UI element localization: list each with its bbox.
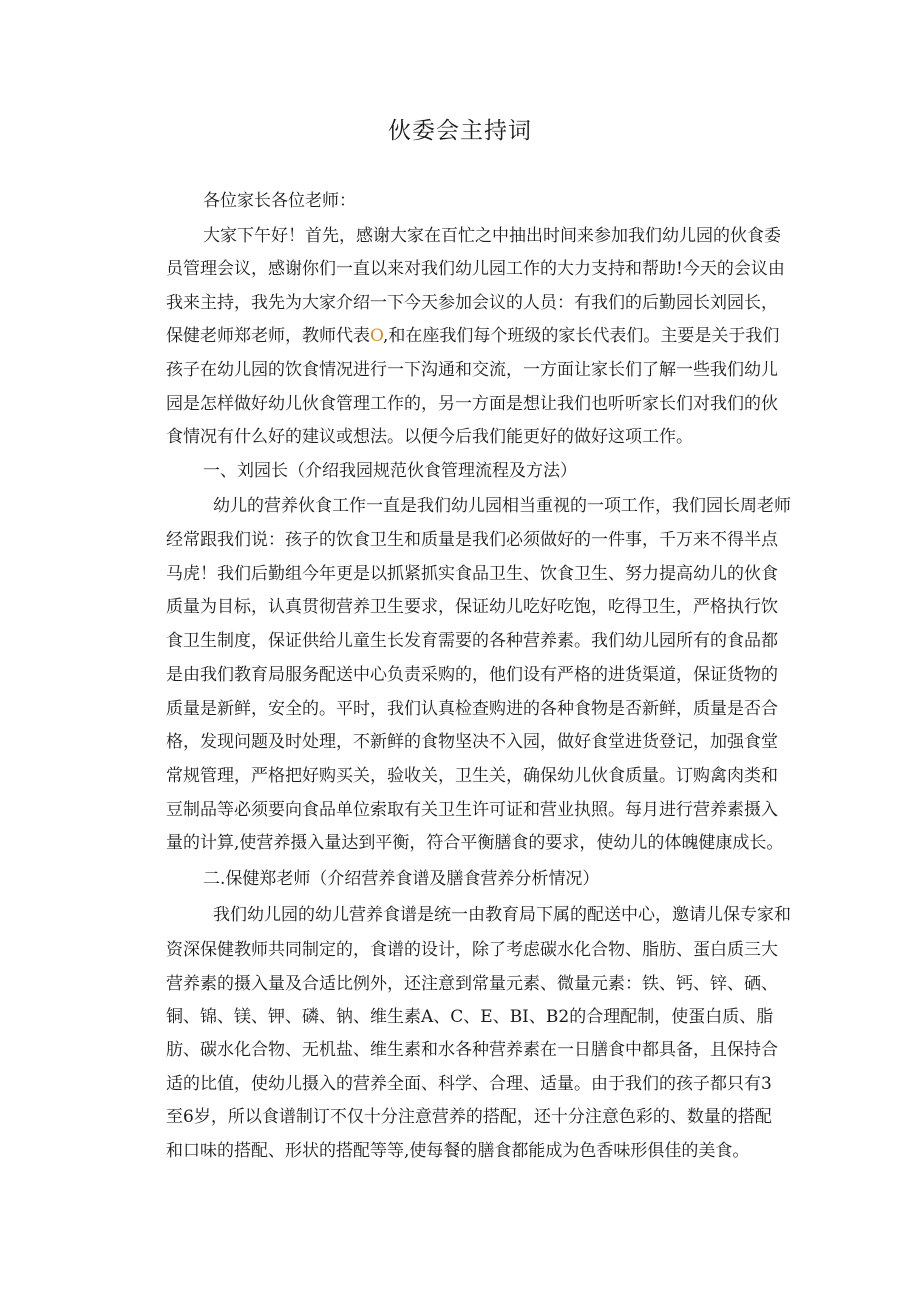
paragraph-line: 至6岁，所以食谱制订不仅十分注意营养的搭配，还十分注意色彩的、数量的搭配 xyxy=(166,1107,772,1127)
paragraph-line: 质量为目标，认真贯彻营养卫生要求，保证幼儿吃好吃饱，吃得卫生，严格执行饮 xyxy=(166,597,778,617)
paragraph-line: 是由我们教育局服务配送中心负责采购的，他们设有严格的进货渠道，保证货物的 xyxy=(166,665,778,685)
section-heading: 一、刘园长（介绍我园规范伙食管理流程及方法） xyxy=(203,461,577,481)
paragraph-line: 豆制品等必须要向食品单位索取有关卫生许可证和营业执照。每月进行营养素摄入 xyxy=(166,800,778,820)
paragraph-line: 质量是新鲜，安全的。平时，我们认真检查购进的各种食物是否新鲜，质量是否合 xyxy=(166,699,778,719)
paragraph-line: 常规管理，严格把好购买关，验收关，卫生关，确保幼儿伙食质量。订购禽肉类和 xyxy=(166,766,778,786)
section-heading: 二.保健郑老师（介绍营养食谱及膳食营养分析情况） xyxy=(203,869,600,889)
paragraph-line: 马虎！我们后勤组今年更是以抓紧抓实食品卫生、饮食卫生、努力提高幼儿的伙食 xyxy=(166,564,778,584)
paragraph-line xyxy=(166,325,779,347)
line-segment: ,和在座我们每个班级的家长代表们。主要是关于我们 xyxy=(382,326,780,346)
paragraph-line: 铜、锦、镁、钾、磷、钠、维生素A、C、E、BI、B2的合理配制，使蛋白质、脂 xyxy=(166,1007,774,1027)
paragraph-line: 幼儿的营养伙食工作一直是我们幼儿园相当重视的一项工作，我们园长周老师 xyxy=(213,496,791,516)
paragraph-line: 我们幼儿园的幼儿营养食谱是统一由教育局下属的配送中心，邀请儿保专家和 xyxy=(213,905,791,925)
paragraph-line: 营养素的摄入量及合适比例外，还注意到常量元素、微量元素：铁、钙、锌、硒、 xyxy=(166,974,778,994)
paragraph-line: 食情况有什么好的建议或想法。以便今后我们能更好的做好这项工作。 xyxy=(166,427,693,447)
placeholder-mark: O xyxy=(370,326,383,346)
paragraph-line: 格，发现问题及时处理，不新鲜的食物坚决不入园，做好食堂进货登记，加强食堂 xyxy=(166,732,778,752)
salutation: 各位家长各位老师： xyxy=(203,191,356,211)
paragraph-line: 资深保健教师共同制定的，食谱的设计，除了考虑碳水化合物、脂肪、蛋白质三大 xyxy=(166,940,778,960)
paragraph-line: 和口味的搭配、形状的搭配等等,使每餐的膳食都能成为色香味形俱佳的美食。 xyxy=(166,1141,750,1161)
paragraph-line: 大家下午好！首先，感谢大家在百忙之中抽出时间来参加我们幼儿园的伙食委 xyxy=(203,226,781,246)
paragraph-line: 我来主持，我先为大家介绍一下今天参加会议的人员：有我们的后勤园长刘园长， xyxy=(166,293,778,313)
paragraph-line: 员管理会议，感谢你们一直以来对我们幼儿园工作的大力支持和帮助!今天的会议由 xyxy=(166,259,785,279)
paragraph-line: 肪、碳水化合物、无机盐、维生素和水各种营养素在一日膳食中都具备，且保持合 xyxy=(166,1040,778,1060)
document-title: 伙委会主持词 xyxy=(388,118,532,144)
paragraph-line: 量的计算,使营养摄入量达到平衡，符合平衡膳食的要求，使幼儿的体魄健康成长。 xyxy=(166,833,784,853)
paragraph-line: 经常跟我们说：孩子的饮食卫生和质量是我们必须做好的一件事，千万来不得半点 xyxy=(166,530,778,550)
paragraph-line: 园是怎样做好幼儿伙食管理工作的，另一方面是想让我们也听听家长们对我们的伙 xyxy=(166,394,778,414)
paragraph-line: 孩子在幼儿园的饮食情况进行一下沟通和交流，一方面让家长们了解一些我们幼儿 xyxy=(166,360,778,380)
paragraph-line: 食卫生制度，保证供给儿童生长发育需要的各种营养素。我们幼儿园所有的食品都 xyxy=(166,631,778,651)
paragraph-line: 适的比值，使幼儿摄入的营养全面、科学、合理、适量。由于我们的孩子都只有3 xyxy=(166,1074,772,1094)
line-segment: 保健老师郑老师，教师代表 xyxy=(166,326,370,346)
